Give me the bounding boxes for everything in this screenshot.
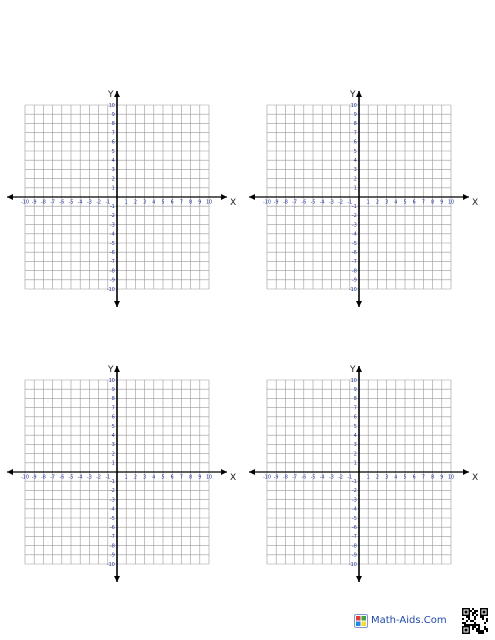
x-tick-label: -3 (87, 475, 92, 481)
y-tick-label: 5 (353, 149, 357, 155)
x-tick-label: 5 (161, 200, 165, 206)
x-axis-label: X (472, 198, 479, 208)
y-tick-label: 5 (111, 149, 115, 155)
y-tick-label: 5 (111, 424, 115, 430)
qr-module (486, 628, 488, 630)
x-tick-label: 8 (431, 475, 435, 481)
x-tick-label: -9 (273, 475, 279, 481)
x-axis-arrow-right (463, 469, 469, 475)
coordinate-plane-2 (249, 90, 478, 307)
x-tick-label: -3 (329, 475, 334, 481)
x-tick-label: -7 (292, 200, 297, 206)
qr-module (468, 616, 470, 618)
x-axis-arrow-right (221, 194, 227, 200)
qr-module (480, 616, 482, 618)
qr-module (486, 618, 488, 620)
qr-module (474, 610, 476, 612)
x-tick-label: -2 (338, 200, 343, 206)
y-tick-label: 8 (353, 397, 357, 403)
y-tick-label: -9 (110, 553, 115, 559)
math-aids-logo-icon (354, 614, 368, 628)
y-tick-label: 7 (111, 131, 115, 137)
x-tick-label: -5 (310, 200, 316, 206)
qr-module (466, 620, 468, 622)
qr-module (474, 616, 476, 618)
x-tick-label: 1 (366, 475, 370, 481)
y-axis-arrow-top (114, 366, 120, 372)
y-tick-label: 6 (111, 140, 115, 146)
y-tick-label: 10 (350, 103, 357, 109)
x-tick-label: 6 (412, 475, 416, 481)
x-tick-label: -6 (301, 200, 307, 206)
qr-module (478, 632, 480, 634)
y-tick-label: -2 (352, 489, 357, 495)
x-tick-label: 4 (394, 475, 398, 481)
x-tick-label: 4 (394, 200, 398, 206)
y-axis-arrow-top (356, 91, 362, 97)
x-tick-label: 2 (375, 475, 379, 481)
x-tick-label: -6 (301, 475, 307, 481)
y-tick-label: 9 (111, 113, 115, 118)
y-tick-label: -3 (352, 498, 357, 504)
x-tick-label: -10 (263, 200, 271, 206)
x-tick-label: 5 (161, 475, 165, 481)
qr-module (476, 614, 478, 616)
y-tick-label: -6 (110, 251, 115, 256)
y-tick-label: -8 (352, 269, 357, 275)
qr-module (474, 618, 476, 620)
x-tick-label: -3 (329, 200, 334, 206)
x-tick-label: -2 (96, 200, 101, 206)
qr-module (486, 630, 488, 632)
qr-module (468, 618, 470, 620)
x-tick-label: -2 (338, 475, 343, 481)
x-tick-label: 1 (366, 200, 370, 206)
qr-module (472, 628, 474, 630)
y-tick-label: -10 (348, 562, 357, 568)
y-axis-label: Y (108, 365, 114, 375)
y-tick-label: -4 (110, 232, 115, 238)
qr-module (482, 630, 484, 632)
x-tick-label: 3 (385, 200, 389, 206)
x-tick-label: -10 (21, 200, 29, 206)
qr-module (470, 620, 472, 622)
y-tick-label: 4 (111, 159, 115, 164)
x-tick-label: 10 (447, 475, 455, 481)
x-tick-label: 4 (152, 200, 156, 206)
qr-module (478, 626, 480, 628)
y-tick-label: 3 (353, 443, 357, 449)
qr-module (474, 624, 476, 626)
y-tick-label: -2 (110, 214, 115, 220)
coordinate-plane-1 (7, 90, 236, 307)
y-tick-label: -1 (352, 480, 357, 485)
y-tick-label: 4 (353, 159, 357, 164)
qr-module (472, 624, 474, 626)
x-tick-label: 9 (440, 475, 444, 481)
y-tick-label: -10 (106, 562, 115, 568)
y-tick-label: -10 (348, 287, 357, 293)
coordinate-plane-4 (249, 365, 478, 582)
y-tick-label: -7 (110, 260, 115, 266)
y-tick-label: -8 (352, 544, 357, 550)
qr-module (464, 622, 466, 624)
y-tick-label: 2 (353, 177, 357, 183)
qr-module (484, 626, 486, 628)
qr-module (486, 620, 488, 622)
x-tick-label: 5 (403, 200, 407, 206)
x-tick-label: -9 (273, 200, 279, 206)
qr-module (462, 622, 464, 624)
x-tick-label: 8 (431, 200, 435, 206)
x-tick-label: 9 (198, 475, 202, 481)
y-axis-label: Y (108, 90, 114, 100)
qr-module (472, 608, 474, 610)
y-tick-label: -6 (110, 526, 115, 531)
y-tick-label: -3 (352, 223, 357, 229)
y-tick-label: 9 (111, 388, 115, 393)
y-tick-label: 8 (353, 122, 357, 128)
y-tick-label: 6 (353, 140, 357, 146)
x-axis-arrow-left (7, 194, 13, 200)
y-tick-label: 3 (353, 168, 357, 174)
y-tick-label: 6 (111, 415, 115, 421)
y-tick-label: -6 (352, 251, 357, 256)
x-tick-label: 7 (421, 200, 425, 206)
qr-module (474, 622, 476, 624)
y-tick-label: -7 (110, 535, 115, 541)
y-tick-label: 2 (353, 452, 357, 458)
y-axis-arrow-bottom (114, 301, 120, 307)
y-tick-label: 1 (353, 461, 357, 467)
coordinate-plane-3 (7, 365, 236, 582)
qr-module (476, 628, 478, 630)
y-tick-label: -4 (352, 507, 357, 513)
qr-module (482, 632, 484, 634)
qr-finder-center (465, 611, 468, 614)
y-tick-label: -9 (110, 278, 115, 284)
y-tick-label: 1 (111, 461, 115, 467)
x-tick-label: 9 (440, 200, 444, 206)
x-tick-label: 5 (403, 475, 407, 481)
x-tick-label: -6 (59, 200, 65, 206)
y-tick-label: 1 (111, 186, 115, 192)
x-tick-label: -4 (77, 475, 83, 481)
x-tick-label: -10 (263, 475, 271, 481)
qr-finder-center (465, 629, 468, 632)
x-tick-label: 2 (375, 200, 379, 206)
y-tick-label: -7 (352, 260, 357, 266)
y-tick-label: 10 (350, 378, 357, 384)
qr-module (484, 628, 486, 630)
x-tick-label: 2 (133, 200, 137, 206)
x-tick-label: -5 (68, 475, 74, 481)
y-tick-label: -4 (110, 507, 115, 513)
y-tick-label: 6 (353, 415, 357, 421)
x-tick-label: 6 (170, 475, 174, 481)
y-tick-label: -4 (352, 232, 357, 238)
qr-module (476, 630, 478, 632)
y-tick-label: -5 (110, 516, 115, 522)
x-tick-label: -2 (96, 475, 101, 481)
y-tick-label: -3 (110, 223, 115, 229)
x-tick-label: -6 (59, 475, 65, 481)
qr-module (478, 630, 480, 632)
x-tick-label: 3 (385, 475, 389, 481)
y-tick-label: 9 (353, 388, 357, 393)
y-tick-label: -10 (106, 287, 115, 293)
x-tick-label: 8 (189, 200, 193, 206)
y-tick-label: 2 (111, 452, 115, 458)
x-tick-label: 1 (124, 475, 128, 481)
qr-module (484, 622, 486, 624)
qr-module (482, 618, 484, 620)
y-tick-label: -9 (352, 278, 357, 284)
y-tick-label: -1 (110, 480, 115, 485)
x-tick-label: 10 (447, 200, 455, 206)
y-axis-arrow-top (114, 91, 120, 97)
x-tick-label: -8 (283, 200, 288, 206)
qr-module (462, 618, 464, 620)
y-tick-label: -5 (352, 241, 357, 247)
y-tick-label: 1 (353, 186, 357, 192)
x-axis-label: X (230, 198, 237, 208)
y-tick-label: -2 (352, 214, 357, 220)
x-tick-label: 4 (152, 475, 156, 481)
y-tick-label: 10 (108, 378, 115, 384)
y-tick-label: 3 (111, 168, 115, 174)
x-tick-label: 6 (412, 200, 416, 206)
x-tick-label: -1 (347, 200, 353, 206)
x-tick-label: 2 (133, 475, 137, 481)
y-axis-arrow-bottom (114, 576, 120, 582)
qr-finder-center (483, 611, 486, 614)
x-tick-label: 9 (198, 200, 202, 206)
y-tick-label: 9 (353, 113, 357, 118)
x-axis-label: X (472, 473, 479, 483)
y-axis-arrow-top (356, 366, 362, 372)
y-tick-label: 10 (108, 103, 115, 109)
qr-module (470, 610, 472, 612)
x-tick-label: -8 (41, 200, 46, 206)
x-tick-label: 7 (179, 200, 183, 206)
x-tick-label: -3 (87, 200, 92, 206)
y-tick-label: -5 (110, 241, 115, 247)
qr-module (472, 614, 474, 616)
x-axis-label: X (230, 473, 237, 483)
x-tick-label: -1 (347, 475, 353, 481)
x-tick-label: -8 (41, 475, 46, 481)
x-tick-label: 6 (170, 200, 174, 206)
y-tick-label: -1 (352, 205, 357, 210)
qr-module (466, 624, 468, 626)
x-tick-label: -5 (310, 475, 316, 481)
y-tick-label: -8 (110, 544, 115, 550)
y-tick-label: 4 (353, 434, 357, 439)
qr-module (478, 624, 480, 626)
x-tick-label: -4 (319, 475, 325, 481)
x-tick-label: 3 (143, 200, 147, 206)
x-tick-label: 10 (205, 200, 213, 206)
y-tick-label: 5 (353, 424, 357, 430)
qr-module (472, 626, 474, 628)
x-axis-arrow-left (7, 469, 13, 475)
y-axis-arrow-bottom (356, 301, 362, 307)
qr-module (474, 612, 476, 614)
x-tick-label: 1 (124, 200, 128, 206)
x-tick-label: -1 (105, 200, 111, 206)
qr-module (472, 612, 474, 614)
y-tick-label: 7 (353, 131, 357, 137)
x-axis-arrow-right (463, 194, 469, 200)
x-axis-arrow-left (249, 194, 255, 200)
qr-module (464, 624, 466, 626)
x-tick-label: -7 (50, 475, 55, 481)
x-tick-label: -1 (105, 475, 111, 481)
x-tick-label: -10 (21, 475, 29, 481)
brand-name: Math-Aids.Com (371, 615, 447, 626)
qr-module (480, 630, 482, 632)
x-axis-arrow-left (249, 469, 255, 475)
y-tick-label: -2 (110, 489, 115, 495)
x-tick-label: 10 (205, 475, 213, 481)
y-tick-label: -1 (110, 205, 115, 210)
y-tick-label: 8 (111, 397, 115, 403)
y-tick-label: 8 (111, 122, 115, 128)
qr-module (468, 624, 470, 626)
qr-module (470, 624, 472, 626)
y-tick-label: 7 (111, 406, 115, 412)
y-tick-label: 4 (111, 434, 115, 439)
y-tick-label: -8 (110, 269, 115, 275)
y-tick-label: 7 (353, 406, 357, 412)
y-tick-label: 2 (111, 177, 115, 183)
y-axis-label: Y (350, 365, 356, 375)
qr-module (476, 624, 478, 626)
qr-module (478, 628, 480, 630)
x-tick-label: -8 (283, 475, 288, 481)
x-tick-label: -4 (77, 200, 83, 206)
qr-module (472, 620, 474, 622)
x-tick-label: -9 (31, 200, 37, 206)
x-tick-label: 7 (179, 475, 183, 481)
y-axis-arrow-bottom (356, 576, 362, 582)
footer-brand[interactable] (354, 614, 447, 628)
y-tick-label: -6 (352, 526, 357, 531)
qr-module (466, 616, 468, 618)
y-tick-label: -9 (352, 553, 357, 559)
x-tick-label: -7 (50, 200, 55, 206)
x-tick-label: -7 (292, 475, 297, 481)
x-axis-arrow-right (221, 469, 227, 475)
x-tick-label: 3 (143, 475, 147, 481)
qr-module (476, 610, 478, 612)
y-tick-label: -5 (352, 516, 357, 522)
x-tick-label: -4 (319, 200, 325, 206)
x-tick-label: -9 (31, 475, 37, 481)
y-tick-label: -3 (110, 498, 115, 504)
qr-code-icon (462, 608, 488, 634)
y-tick-label: 3 (111, 443, 115, 449)
y-tick-label: -7 (352, 535, 357, 541)
qr-module (482, 616, 484, 618)
x-tick-label: -5 (68, 200, 74, 206)
y-axis-label: Y (350, 90, 356, 100)
x-tick-label: 7 (421, 475, 425, 481)
qr-module (474, 626, 476, 628)
qr-module (480, 632, 482, 634)
x-tick-label: 8 (189, 475, 193, 481)
